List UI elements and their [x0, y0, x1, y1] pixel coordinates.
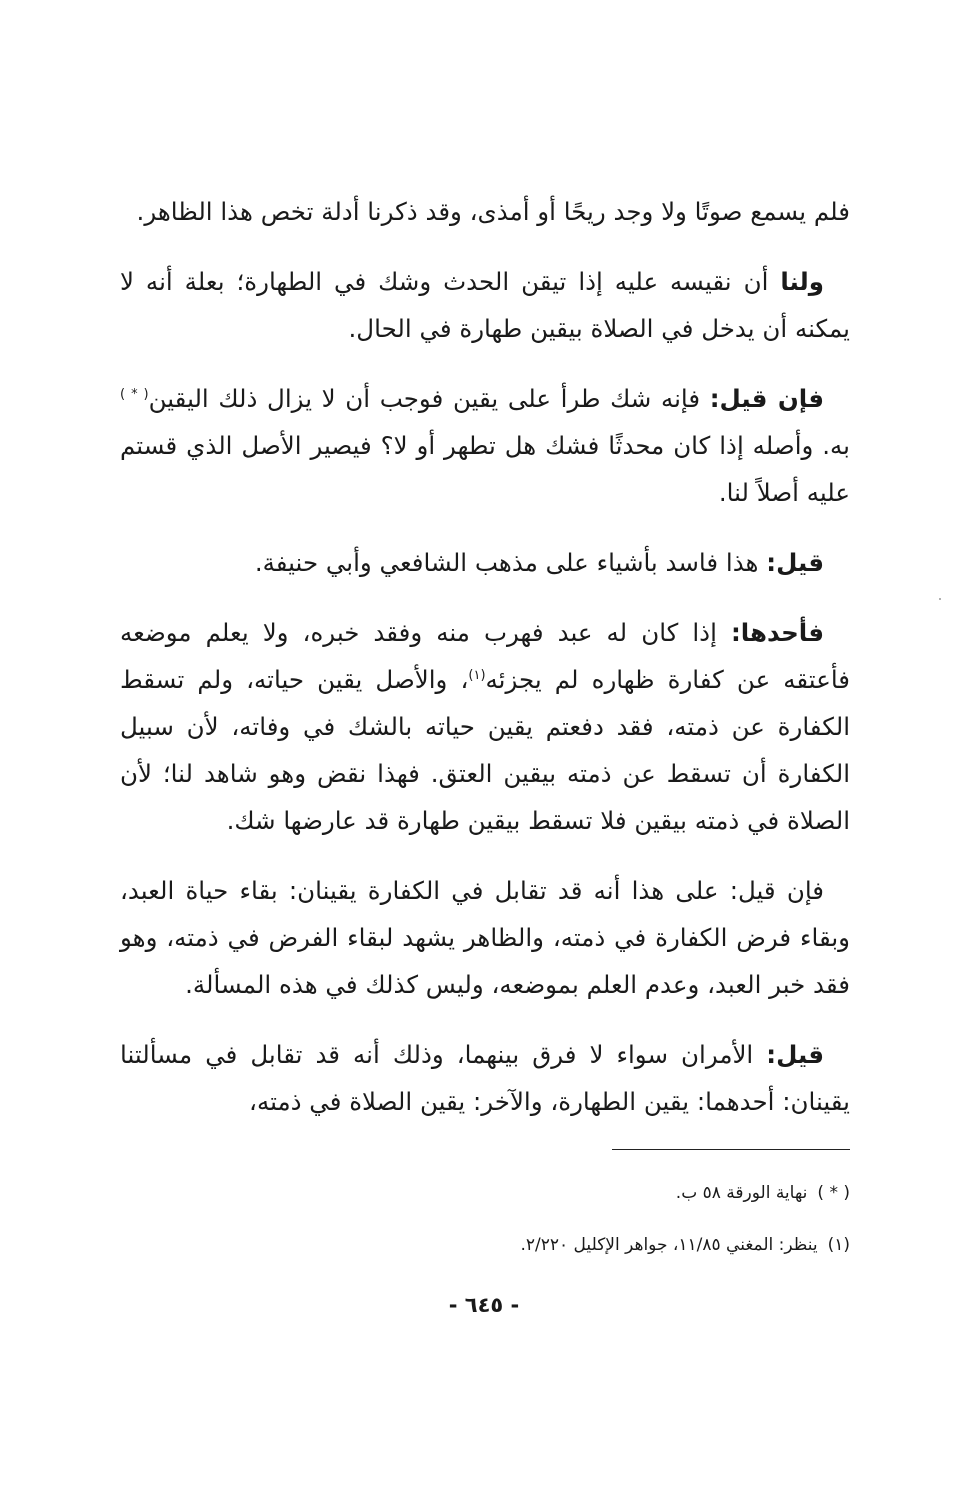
- paragraph-1: [120, 188, 850, 235]
- paragraph-text: فإنه شك طرأ على يقين فوجب أن لا يزال ذلك اليقين: [148, 384, 710, 413]
- footnote-ref-1: (١): [468, 667, 486, 683]
- paragraph-6: [120, 867, 850, 1008]
- paragraph-text: إذا كان له عبد فهرب منه وفقد خبره، ولا يعلم موضعه فأعتقه عن كفارة ظهاره لم يجزئه: [120, 618, 850, 694]
- paragraph-2: [120, 258, 850, 352]
- paragraph-text: فلم يسمع صوتًا ولا وجد ريحًا أو أمذى، وقد ذكرنا أدلة تخص هذا الظاهر.: [136, 197, 850, 226]
- paragraph-text: فإن قيل: على هذا أنه قد تقابل في الكفارة يقينان: بقاء حياة العبد، وبقاء فرض الكفارة في ذمته، والظاهر يشهد لبقاء الفرض في ذمته، وهو فقد خبر العبد، وعدم العلم بموضعه، وليس كذلك في هذه المسألة.: [120, 876, 850, 999]
- footnotes: [120, 1176, 850, 1280]
- footnote-text: نهاية الورقة ٥٨ ب.: [675, 1183, 808, 1203]
- footnote-star: [120, 1176, 850, 1210]
- footnote-text: ينظر: المغني ١١/٨٥، جواهر الإكليل ٢/٢٢٠.: [520, 1235, 818, 1255]
- paragraph-5: [120, 609, 850, 844]
- paragraph-text: الأمران سواء لا فرق بينهما، وذلك أنه قد تقابل في مسألتنا يقينان: أحدهما: يقين الطهارة، والآخر: يقين الصلاة في ذمته،: [120, 1040, 850, 1116]
- paragraph-lead: ولنا: [780, 267, 824, 296]
- footnote-1: [120, 1228, 850, 1262]
- paragraph-3: [120, 375, 850, 516]
- margin-speck: [939, 598, 941, 600]
- paragraph-lead: قيل:: [766, 1040, 824, 1069]
- footnote-marker: ( * ): [817, 1183, 850, 1203]
- paragraph-lead: فإن قيل:: [709, 384, 824, 413]
- paragraph-text: أن نقيسه عليه إذا تيقن الحدث وشك في الطهارة؛ بعلة أنه لا يمكنه أن يدخل في الصلاة بيقين طهارة في الحال.: [120, 267, 850, 343]
- footnote-ref-star: ( * ): [120, 386, 149, 402]
- paragraph-text: هذا فاسد بأشياء على مذهب الشافعي وأبي حنيفة.: [254, 548, 767, 577]
- paragraph-lead: فأحدها:: [730, 618, 824, 647]
- paragraph-text-continued: ، والأصل يقين حياته، ولم تسقط الكفارة عن ذمته، فقد دفعتم يقين حياته بالشك في وفاته، لأن سبيل الكفارة أن تسقط عن ذمته بيقين العتق. فهذا نقض وهو شاهد لنا؛ لأن الصلاة في ذمته بيقين فلا تسقط بيقين طهارة قد عارضها شك.: [120, 665, 850, 835]
- footnote-separator: [612, 1149, 850, 1150]
- paragraph-text-continued: به. وأصله إذا كان محدثًا فشك هل تطهر أو لا؟ فيصير الأصل الذي قستم عليه أصلاً لنا.: [120, 431, 850, 507]
- paragraph-lead: قيل:: [766, 548, 824, 577]
- paragraph-7: [120, 1031, 850, 1125]
- main-text: [120, 188, 850, 1148]
- paragraph-4: [120, 539, 850, 586]
- footnote-marker: (١): [827, 1235, 850, 1255]
- page-number: - ٦٤٥ -: [448, 1293, 520, 1317]
